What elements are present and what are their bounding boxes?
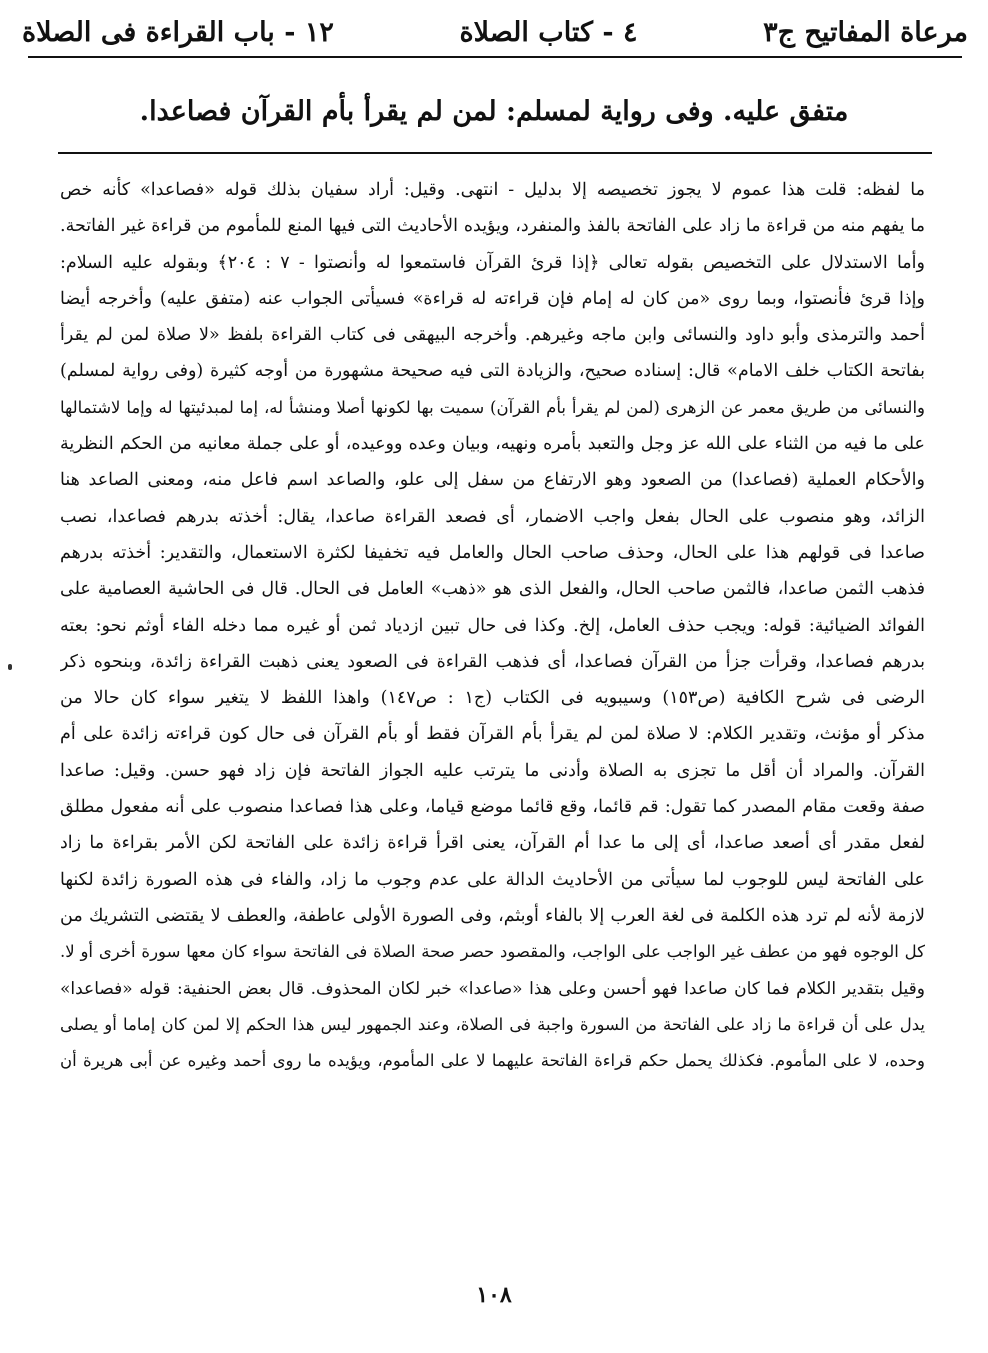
commentary-line: القرآن. والمراد أن أقل ما تجزى به الصلاة وأدنى ما يترتب عليه الجواز الفاتحة فإن زاد فهو حسن. وقيل: صاعدا xyxy=(60,760,925,781)
commentary-line: وحده، لا على المأموم. فكذلك يحمل حكم قراءة الفاتحة عليهما لا على المأموم، ويؤيده ما روى أحمد وغيره عن أبى هريرة أن xyxy=(60,1051,925,1071)
bab-title: ١٢ - باب القراءة فى الصلاة xyxy=(22,16,334,48)
commentary-line: على الفاتحة ليس للوجوب لما سيأتى من الأحاديث الدالة على عدم وجوب ما زاد، والفاء فى هذه الصورة زائدة لكنها xyxy=(60,869,925,890)
commentary-line: لازمة لأنه لم ترد هذه الكلمة فى لغة العرب إلا بالفاء أوبثم، وفى الصورة الأولى عاطفة، والعطف لا يقتضى التشريك من xyxy=(60,905,925,926)
commentary-line: صاعدا فى قولهم هذا على الحال، وحذف صاحب الحال والعامل فيه تخفيفا لكثرة الاستعمال، والتقدير: أخذته بدرهم xyxy=(60,542,925,563)
commentary-line: لفعل مقدر أى أصعد صاعدا، أى إلى ما عدا أم القرآن، يعنى اقرأ قراءة زائدة على الفاتحة لكن الأمر بقراءة ما زاد xyxy=(60,833,925,854)
header-rule xyxy=(28,56,962,58)
commentary-line: صفة وقعت مقام المصدر كما تقول: قم قائما، وقع قائما موضع قياما، وعلى هذا فصاعدا منصوب على أنه مفعول مطلق xyxy=(60,797,925,818)
commentary-line: يدل على أن قراءة ما زاد على الفاتحة من السورة واجبة فى الصلاة، وعند الجمهور ليس هذا الحكم إلا لمن كان إماما أو يصلى xyxy=(60,1014,925,1034)
commentary-line: فذهب الثمن صاعدا، فالثمن صاحب الحال، والفعل الذى هو «ذهب» العامل فى الحال. قال فى الحاشية العصامية على xyxy=(60,579,925,600)
commentary-body xyxy=(60,172,925,1079)
commentary-line: ما لفظه: قلت هذا عموم لا يجوز تخصيصه إلا بدليل - انتهى. وقيل: أراد سفيان بذلك قوله «فصاعدا» كأنه خص xyxy=(60,180,925,200)
book-title: مرعاة المفاتيح ج٣ xyxy=(763,16,968,48)
hadith-text: متفق عليه. وفى رواية لمسلم: لمن لم يقرأ بأم القرآن فصاعدا. xyxy=(139,96,849,127)
commentary-line: وإذا قرئ فأنصتوا، وبما روى «من كان له إمام فإن قراءته له قراءة» فسيأتى الجواب عنه (متفق عليه) وأخرجه أيضا xyxy=(60,288,925,309)
commentary-line: والأحكام العملية (فصاعدا) من الصعود وهو الارتفاع من سفل إلى علو، والصاعد اسم فاعل منه، ومعنى الصاعد هنا xyxy=(60,470,925,491)
commentary-line: على ما فيه من الثناء على الله عز وجل والتعبد بأمره ونهيه، وبيان وعده ووعيده، أو على جملة معانيه من الحكم النظرية xyxy=(60,434,925,455)
commentary-line: وأما الاستدلال على التخصيص بقوله تعالى ﴿إذا قرئ القرآن فاستمعوا له وأنصتوا - ٧ : ٢٠٤﴾ وبقوله عليه السلام: xyxy=(60,252,925,273)
text-commentary-separator xyxy=(58,152,932,154)
commentary-line: ما يفهم منه من قراءة ما زاد على الفاتحة بالفذ والمنفرد، ويؤيده الأحاديث التى فيها المنع للمأموم من قراءة غير الفاتحة. xyxy=(60,216,925,237)
commentary-line: أحمد والترمذى وأبو داود والنسائى وابن ماجه وغيرهم. وأخرجه البيهقى فى كتاب القراءة بلفظ «لا صلاة لمن لم يقرأ xyxy=(60,325,925,346)
commentary-line: كل الوجوه فهو من عطف غير الواجب على الواجب، والمقصود حصر صحة الصلاة فى الفاتحة سواء كان معها سورة أخرى أو لا. xyxy=(60,942,925,962)
commentary-line: الفوائد الضيائية: قوله: ويجب حذف العامل، إلخ. وكذا فى حال تبين ازدياد ثمن أو غيره مما دخله الفاء أوثم نحو: بعته xyxy=(60,615,925,636)
commentary-line: وقيل بتقدير الكلام فما كان صاعدا فهو أحسن وعلى هذا «صاعدا» خبر لكان المحذوف. قال بعض الحنفية: قوله «فصاعدا» xyxy=(60,978,925,999)
commentary-line: بفاتحة الكتاب خلف الامام» قال: إسناده صحيح، والزيادة التى فيه صحيحة مشهورة من أوجه كثيرة (وفى رواية لمسلم) xyxy=(60,361,925,382)
kitab-title: ٤ - كتاب الصلاة xyxy=(459,16,638,48)
commentary-line: مذكر أو مؤنث، وتقدير الكلام: لا صلاة لمن لم يقرأ بأم القرآن فقط أو بأم القرآن فى حال كون قراءته زائدة على أم xyxy=(60,724,925,745)
commentary-line: بدرهم فصاعدا، وقرأت جزأ من القرآن فصاعدا، أى فذهب القراءة فى الصعود يعنى ذهبت القراءة زائدة، وبنحوه ذكر xyxy=(60,651,925,672)
running-header xyxy=(22,10,968,54)
commentary-line: والنسائى من طريق معمر عن الزهرى (لمن لم يقرأ بأم القرآن) سميت بها لكونها أصلا ومنشأ له، إما لمبدئيتها له وإما لاشتمالها xyxy=(60,397,925,417)
commentary-line: الزائد، وهو منصوب على الحال بفعل واجب الاضمار، أى فصعد القراءة صاعدا، يقال: أخذته بدرهم فصاعدا، نصب xyxy=(60,506,925,527)
page-number: ١٠٨ xyxy=(476,1282,512,1308)
commentary-line: الرضى فى شرح الكافية (ص١٥٣) وسيبويه فى الكتاب (ج١ : ص١٤٧) واهذا اللفظ لا يتغير سواء كان حالا من xyxy=(60,688,925,709)
margin-mark xyxy=(8,664,12,670)
